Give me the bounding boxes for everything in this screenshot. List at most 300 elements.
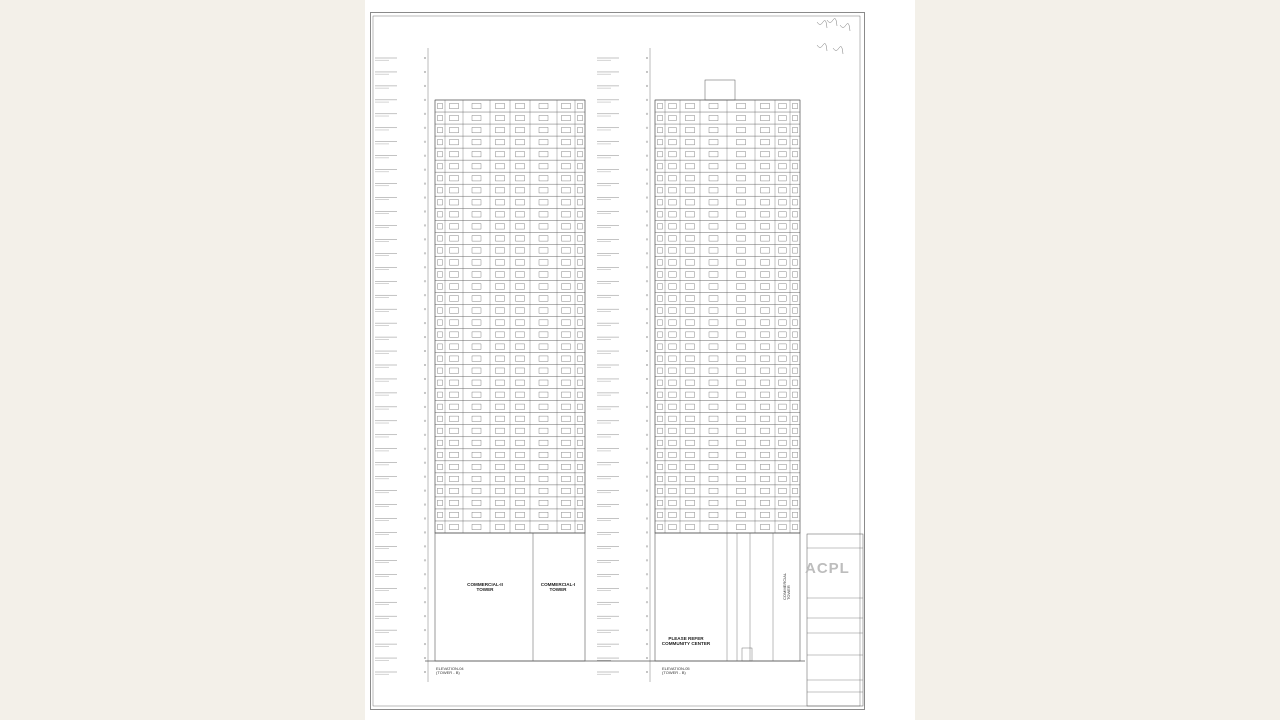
tower-right-window bbox=[779, 212, 787, 217]
tower-left-window bbox=[539, 296, 548, 301]
tower-left-window bbox=[578, 356, 583, 361]
tower-right-window bbox=[793, 464, 798, 469]
tower-left-window bbox=[472, 284, 481, 289]
tower-right-window bbox=[709, 127, 718, 132]
tower-right-window bbox=[761, 452, 770, 457]
firm-logo: ACPL bbox=[805, 560, 850, 577]
tower-left-window bbox=[578, 368, 583, 373]
tower-right-window bbox=[737, 416, 746, 421]
tower-right-window bbox=[686, 428, 695, 433]
tower-left-window bbox=[472, 212, 481, 217]
left-level-annotation-marker bbox=[424, 392, 426, 394]
right-level-annotation-marker bbox=[646, 560, 648, 562]
tower-right-window bbox=[658, 488, 663, 493]
right-level-annotation-marker bbox=[646, 504, 648, 506]
tower-right-window bbox=[669, 500, 677, 505]
tower-right-window bbox=[686, 320, 695, 325]
tower-right-window bbox=[793, 284, 798, 289]
tower-right-window bbox=[669, 524, 677, 529]
tower-right-window bbox=[737, 380, 746, 385]
tower-left-window bbox=[562, 488, 571, 493]
tower-left-window bbox=[562, 380, 571, 385]
tower-right-window bbox=[669, 464, 677, 469]
tower-right-window bbox=[737, 139, 746, 144]
tower-left-window bbox=[438, 452, 443, 457]
tower-right-window bbox=[658, 212, 663, 217]
left-level-annotation-marker bbox=[424, 197, 426, 199]
tower-left-window bbox=[516, 212, 525, 217]
tower-right-window bbox=[779, 320, 787, 325]
tower-left-window bbox=[516, 488, 525, 493]
left-level-annotation-marker bbox=[424, 657, 426, 659]
tower-right-window bbox=[779, 368, 787, 373]
tower-left-window bbox=[472, 416, 481, 421]
right-level-annotation-marker bbox=[646, 113, 648, 115]
tower-right-window bbox=[658, 139, 663, 144]
tower-left-window bbox=[496, 151, 505, 156]
tower-right-window bbox=[709, 392, 718, 397]
tower-right-window bbox=[686, 272, 695, 277]
left-level-annotation-marker bbox=[424, 280, 426, 282]
tower-right-window bbox=[737, 272, 746, 277]
tower-left-window bbox=[539, 224, 548, 229]
left-level-annotation-marker bbox=[424, 434, 426, 436]
tower-right-window bbox=[779, 524, 787, 529]
tower-left-window bbox=[562, 236, 571, 241]
tower-left-window bbox=[539, 392, 548, 397]
tower-left-window bbox=[438, 524, 443, 529]
tower-left-window bbox=[496, 488, 505, 493]
left-level-annotation-marker bbox=[424, 308, 426, 310]
tower-left-window bbox=[438, 248, 443, 253]
tower-left-window bbox=[438, 404, 443, 409]
right-level-annotation-marker bbox=[646, 629, 648, 631]
tower-left-window bbox=[472, 380, 481, 385]
elevation-left-title: ELEVATION-04 (TOWER - B) bbox=[436, 666, 464, 675]
right-level-annotation-marker bbox=[646, 448, 648, 450]
tower-right-window bbox=[761, 512, 770, 517]
tower-left-window bbox=[539, 308, 548, 313]
left-level-annotation-marker bbox=[424, 546, 426, 548]
tower-left-window bbox=[450, 200, 459, 205]
left-level-annotation-marker bbox=[424, 490, 426, 492]
left-level-annotation-marker bbox=[424, 113, 426, 115]
tower-right-window bbox=[709, 380, 718, 385]
tower-right-window bbox=[761, 344, 770, 349]
tower-left-window bbox=[450, 368, 459, 373]
tower-right-window bbox=[686, 284, 695, 289]
tower-right-window bbox=[779, 248, 787, 253]
tower-right-window bbox=[669, 212, 677, 217]
left-level-annotation-marker bbox=[424, 99, 426, 101]
tower-right-window bbox=[737, 115, 746, 120]
tower-right-window bbox=[658, 416, 663, 421]
tower-left-window bbox=[450, 212, 459, 217]
tower-left-window bbox=[516, 272, 525, 277]
tower-right-window bbox=[761, 200, 770, 205]
tower-right-window bbox=[779, 512, 787, 517]
tower-left-window bbox=[578, 344, 583, 349]
tower-right-window bbox=[686, 380, 695, 385]
tower-left-window bbox=[562, 308, 571, 313]
tower-right-window bbox=[793, 115, 798, 120]
tower-left-window bbox=[539, 236, 548, 241]
tower-left-window bbox=[539, 452, 548, 457]
left-level-annotation-marker bbox=[424, 406, 426, 408]
tower-left-window bbox=[450, 308, 459, 313]
tower-left-window bbox=[578, 272, 583, 277]
tower-right-window bbox=[761, 188, 770, 193]
tower-right-window bbox=[669, 248, 677, 253]
tower-left-window bbox=[472, 404, 481, 409]
tower-left-window bbox=[562, 356, 571, 361]
right-level-annotation-marker bbox=[646, 267, 648, 269]
left-level-annotation-marker bbox=[424, 183, 426, 185]
tower-left-window bbox=[562, 428, 571, 433]
tower-left-window bbox=[539, 344, 548, 349]
tower-left-window bbox=[496, 139, 505, 144]
right-level-annotation-marker bbox=[646, 155, 648, 157]
commercial-tower-1-label: COMMERCIAL-I TOWER bbox=[540, 582, 576, 592]
tower-left-window bbox=[438, 344, 443, 349]
tower-right-window bbox=[709, 524, 718, 529]
tower-left-window bbox=[562, 464, 571, 469]
tower-left-window bbox=[516, 308, 525, 313]
tower-right-window bbox=[779, 428, 787, 433]
tower-right-window bbox=[658, 236, 663, 241]
tower-right-window bbox=[709, 151, 718, 156]
tower-left-window bbox=[539, 284, 548, 289]
tower-left-window bbox=[496, 248, 505, 253]
tower-right-window bbox=[686, 151, 695, 156]
tower-right-window bbox=[686, 476, 695, 481]
tower-right-window bbox=[686, 368, 695, 373]
tower-left-window bbox=[496, 476, 505, 481]
tower-left-window bbox=[496, 380, 505, 385]
tower-right-window bbox=[686, 308, 695, 313]
tower-left-window bbox=[472, 368, 481, 373]
left-level-annotation-marker bbox=[424, 574, 426, 576]
tower-right-window bbox=[761, 440, 770, 445]
tower-left-window bbox=[472, 236, 481, 241]
tower-left-window bbox=[438, 176, 443, 181]
tower-right-window bbox=[779, 344, 787, 349]
tower-left-window bbox=[562, 452, 571, 457]
tower-left-window bbox=[496, 404, 505, 409]
tower-right-window bbox=[669, 115, 677, 120]
drawing-sheet bbox=[365, 0, 915, 720]
tower-left-window bbox=[496, 308, 505, 313]
tower-left-window bbox=[562, 512, 571, 517]
left-level-annotation-marker bbox=[424, 239, 426, 241]
tower-right-window bbox=[779, 103, 787, 108]
tower-left-window bbox=[450, 296, 459, 301]
tower-left-window bbox=[438, 500, 443, 505]
tower-left-window bbox=[578, 176, 583, 181]
tower-left-window bbox=[438, 103, 443, 108]
tower-right-window bbox=[686, 296, 695, 301]
tower-left-window bbox=[472, 151, 481, 156]
tower-left-window bbox=[496, 164, 505, 169]
tower-left-window bbox=[562, 151, 571, 156]
right-level-annotation-marker bbox=[646, 392, 648, 394]
left-level-annotation-marker bbox=[424, 462, 426, 464]
left-level-annotation-marker bbox=[424, 71, 426, 73]
tower-right-window bbox=[737, 296, 746, 301]
tower-right-window bbox=[658, 248, 663, 253]
tower-left-window bbox=[539, 139, 548, 144]
tower-right-window bbox=[709, 452, 718, 457]
tower-left-window bbox=[496, 392, 505, 397]
tower-left-window bbox=[438, 440, 443, 445]
tower-left-window bbox=[472, 428, 481, 433]
tower-right-window bbox=[779, 380, 787, 385]
tower-left-window bbox=[516, 464, 525, 469]
right-level-annotation-marker bbox=[646, 518, 648, 520]
tower-right-window bbox=[761, 212, 770, 217]
tower-right-window bbox=[686, 224, 695, 229]
tower-right-window bbox=[779, 500, 787, 505]
tower-right-window bbox=[709, 272, 718, 277]
tower-left-window bbox=[539, 260, 548, 265]
right-level-annotation-marker bbox=[646, 615, 648, 617]
tower-left-window bbox=[496, 188, 505, 193]
tower-right-window bbox=[658, 296, 663, 301]
tower-left-window bbox=[562, 260, 571, 265]
elevation-right-title: ELEVATION-05 (TOWER - B) bbox=[662, 666, 690, 675]
tower-right-window bbox=[737, 320, 746, 325]
right-level-annotation-marker bbox=[646, 643, 648, 645]
tower-left-window bbox=[562, 127, 571, 132]
tower-left-window bbox=[472, 356, 481, 361]
tower-right-window bbox=[658, 344, 663, 349]
tower-right-window bbox=[686, 512, 695, 517]
tower-right-window bbox=[669, 127, 677, 132]
right-level-annotation-marker bbox=[646, 225, 648, 227]
tower-left-window bbox=[562, 524, 571, 529]
tower-left-window bbox=[496, 344, 505, 349]
tower-right-window bbox=[761, 356, 770, 361]
tower-right-window bbox=[737, 236, 746, 241]
tower-right-window bbox=[761, 115, 770, 120]
tower-right-window bbox=[793, 368, 798, 373]
tower-right-window bbox=[779, 260, 787, 265]
tower-right-window bbox=[737, 428, 746, 433]
left-level-annotation-marker bbox=[424, 504, 426, 506]
tower-left-window bbox=[516, 500, 525, 505]
tower-right-window bbox=[793, 308, 798, 313]
tower-left-window bbox=[562, 476, 571, 481]
tower-left-window bbox=[450, 392, 459, 397]
tower-left-window bbox=[472, 296, 481, 301]
tower-right-window bbox=[793, 188, 798, 193]
tower-left-window bbox=[578, 212, 583, 217]
left-level-annotation-marker bbox=[424, 671, 426, 673]
tower-right-window bbox=[658, 452, 663, 457]
tower-left-window bbox=[472, 344, 481, 349]
left-level-annotation-marker bbox=[424, 127, 426, 129]
tower-left-window bbox=[450, 224, 459, 229]
tower-left-window bbox=[578, 296, 583, 301]
right-level-annotation-marker bbox=[646, 141, 648, 143]
left-level-annotation-marker bbox=[424, 615, 426, 617]
tower-right-window bbox=[793, 452, 798, 457]
tower-left-window bbox=[472, 224, 481, 229]
tower-right-window bbox=[761, 416, 770, 421]
tower-right-window bbox=[658, 272, 663, 277]
tower-left-window bbox=[578, 512, 583, 517]
tower-right-window bbox=[737, 392, 746, 397]
left-level-annotation-marker bbox=[424, 420, 426, 422]
tower-left-window bbox=[539, 248, 548, 253]
left-level-annotation-marker bbox=[424, 350, 426, 352]
left-level-annotation-marker bbox=[424, 448, 426, 450]
tower-left-window bbox=[450, 428, 459, 433]
tower-left-window bbox=[438, 224, 443, 229]
tower-left-window bbox=[578, 200, 583, 205]
tower-left-window bbox=[562, 332, 571, 337]
tower-left-window bbox=[539, 176, 548, 181]
left-level-annotation-marker bbox=[424, 560, 426, 562]
tower-right-window bbox=[793, 224, 798, 229]
tower-right-window bbox=[779, 176, 787, 181]
signature-scribble bbox=[833, 46, 843, 54]
tower-right-window bbox=[709, 416, 718, 421]
tower-right-window bbox=[793, 260, 798, 265]
tower-right-window bbox=[658, 127, 663, 132]
tower-left-window bbox=[539, 404, 548, 409]
tower-right-window bbox=[658, 260, 663, 265]
tower-right-window bbox=[793, 500, 798, 505]
tower-right-window bbox=[779, 139, 787, 144]
tower-right-window bbox=[737, 488, 746, 493]
tower-right-window bbox=[669, 308, 677, 313]
tower-left-window bbox=[578, 260, 583, 265]
tower-right-window bbox=[761, 404, 770, 409]
tower-right-window bbox=[761, 176, 770, 181]
tower-left-window bbox=[472, 248, 481, 253]
tower-left-window bbox=[450, 344, 459, 349]
tower-left-window bbox=[578, 151, 583, 156]
tower-right-window bbox=[669, 404, 677, 409]
tower-left-window bbox=[578, 488, 583, 493]
tower-left-window bbox=[578, 380, 583, 385]
signature-scribble bbox=[840, 23, 850, 31]
tower-left-window bbox=[450, 524, 459, 529]
tower-left-window bbox=[562, 344, 571, 349]
tower-left-window bbox=[516, 103, 525, 108]
tower-right-window bbox=[761, 380, 770, 385]
tower-right-window bbox=[737, 248, 746, 253]
tower-right-window bbox=[658, 440, 663, 445]
tower-right-window bbox=[709, 212, 718, 217]
tower-left-window bbox=[450, 236, 459, 241]
tower-right-window bbox=[779, 284, 787, 289]
tower-right-window bbox=[686, 404, 695, 409]
tower-right-window bbox=[709, 103, 718, 108]
tower-left-window bbox=[539, 380, 548, 385]
tower-left-window bbox=[496, 416, 505, 421]
tower-left-window bbox=[496, 296, 505, 301]
tower-right-window bbox=[658, 392, 663, 397]
tower-left-window bbox=[562, 404, 571, 409]
tower-right-window bbox=[737, 224, 746, 229]
tower-right-window bbox=[737, 176, 746, 181]
tower-left-window bbox=[450, 115, 459, 120]
tower-right-window bbox=[686, 332, 695, 337]
tower-left-window bbox=[562, 188, 571, 193]
tower-left-window bbox=[516, 428, 525, 433]
tower-right-window bbox=[686, 200, 695, 205]
left-level-annotation-marker bbox=[424, 378, 426, 380]
tower-left-window bbox=[539, 103, 548, 108]
commercial-tower-vertical-label: COMMERCIAL TOWER bbox=[782, 572, 791, 600]
tower-right-window bbox=[779, 356, 787, 361]
right-level-annotation-marker bbox=[646, 420, 648, 422]
commercial-tower-2-label: COMMERCIAL-II TOWER bbox=[467, 582, 503, 592]
tower-left-window bbox=[578, 127, 583, 132]
left-level-annotation-marker bbox=[424, 601, 426, 603]
tower-right-window bbox=[709, 260, 718, 265]
tower-right-window bbox=[779, 236, 787, 241]
tower-right-window bbox=[686, 127, 695, 132]
tower-right-window bbox=[686, 188, 695, 193]
tower-left-window bbox=[539, 115, 548, 120]
signature-scribble bbox=[817, 20, 827, 28]
tower-left-window bbox=[578, 476, 583, 481]
tower-right-window bbox=[669, 272, 677, 277]
tower-right-window bbox=[761, 164, 770, 169]
tower-right-window bbox=[709, 464, 718, 469]
tower-left-window bbox=[450, 151, 459, 156]
tower-right-window bbox=[761, 139, 770, 144]
tower-right-window bbox=[761, 524, 770, 529]
tower-right-window bbox=[793, 524, 798, 529]
left-level-annotation-marker bbox=[424, 322, 426, 324]
tower-left-window bbox=[578, 464, 583, 469]
tower-right-window bbox=[709, 296, 718, 301]
tower-right-window bbox=[709, 500, 718, 505]
tower-right-window bbox=[669, 284, 677, 289]
tower-right-window bbox=[761, 248, 770, 253]
tower-right-window bbox=[793, 392, 798, 397]
tower-left-window bbox=[516, 200, 525, 205]
tower-right-window bbox=[779, 224, 787, 229]
tower-left-window bbox=[562, 284, 571, 289]
tower-right-window bbox=[761, 464, 770, 469]
tower-right-window bbox=[658, 356, 663, 361]
tower-left-window bbox=[539, 212, 548, 217]
tower-left-window bbox=[516, 356, 525, 361]
tower-right-window bbox=[737, 151, 746, 156]
tower-left-window bbox=[472, 488, 481, 493]
left-level-annotation-marker bbox=[424, 294, 426, 296]
tower-left-window bbox=[438, 188, 443, 193]
tower-left-window bbox=[472, 452, 481, 457]
tower-left-window bbox=[578, 332, 583, 337]
tower-left-window bbox=[516, 452, 525, 457]
tower-left-window bbox=[438, 392, 443, 397]
tower-right-window bbox=[779, 464, 787, 469]
tower-left-window bbox=[562, 103, 571, 108]
left-level-annotation-marker bbox=[424, 364, 426, 366]
tower-left-window bbox=[438, 260, 443, 265]
tower-left-window bbox=[578, 188, 583, 193]
tower-left-window bbox=[578, 404, 583, 409]
tower-left-window bbox=[539, 332, 548, 337]
left-level-annotation-marker bbox=[424, 253, 426, 255]
right-level-annotation-marker bbox=[646, 127, 648, 129]
